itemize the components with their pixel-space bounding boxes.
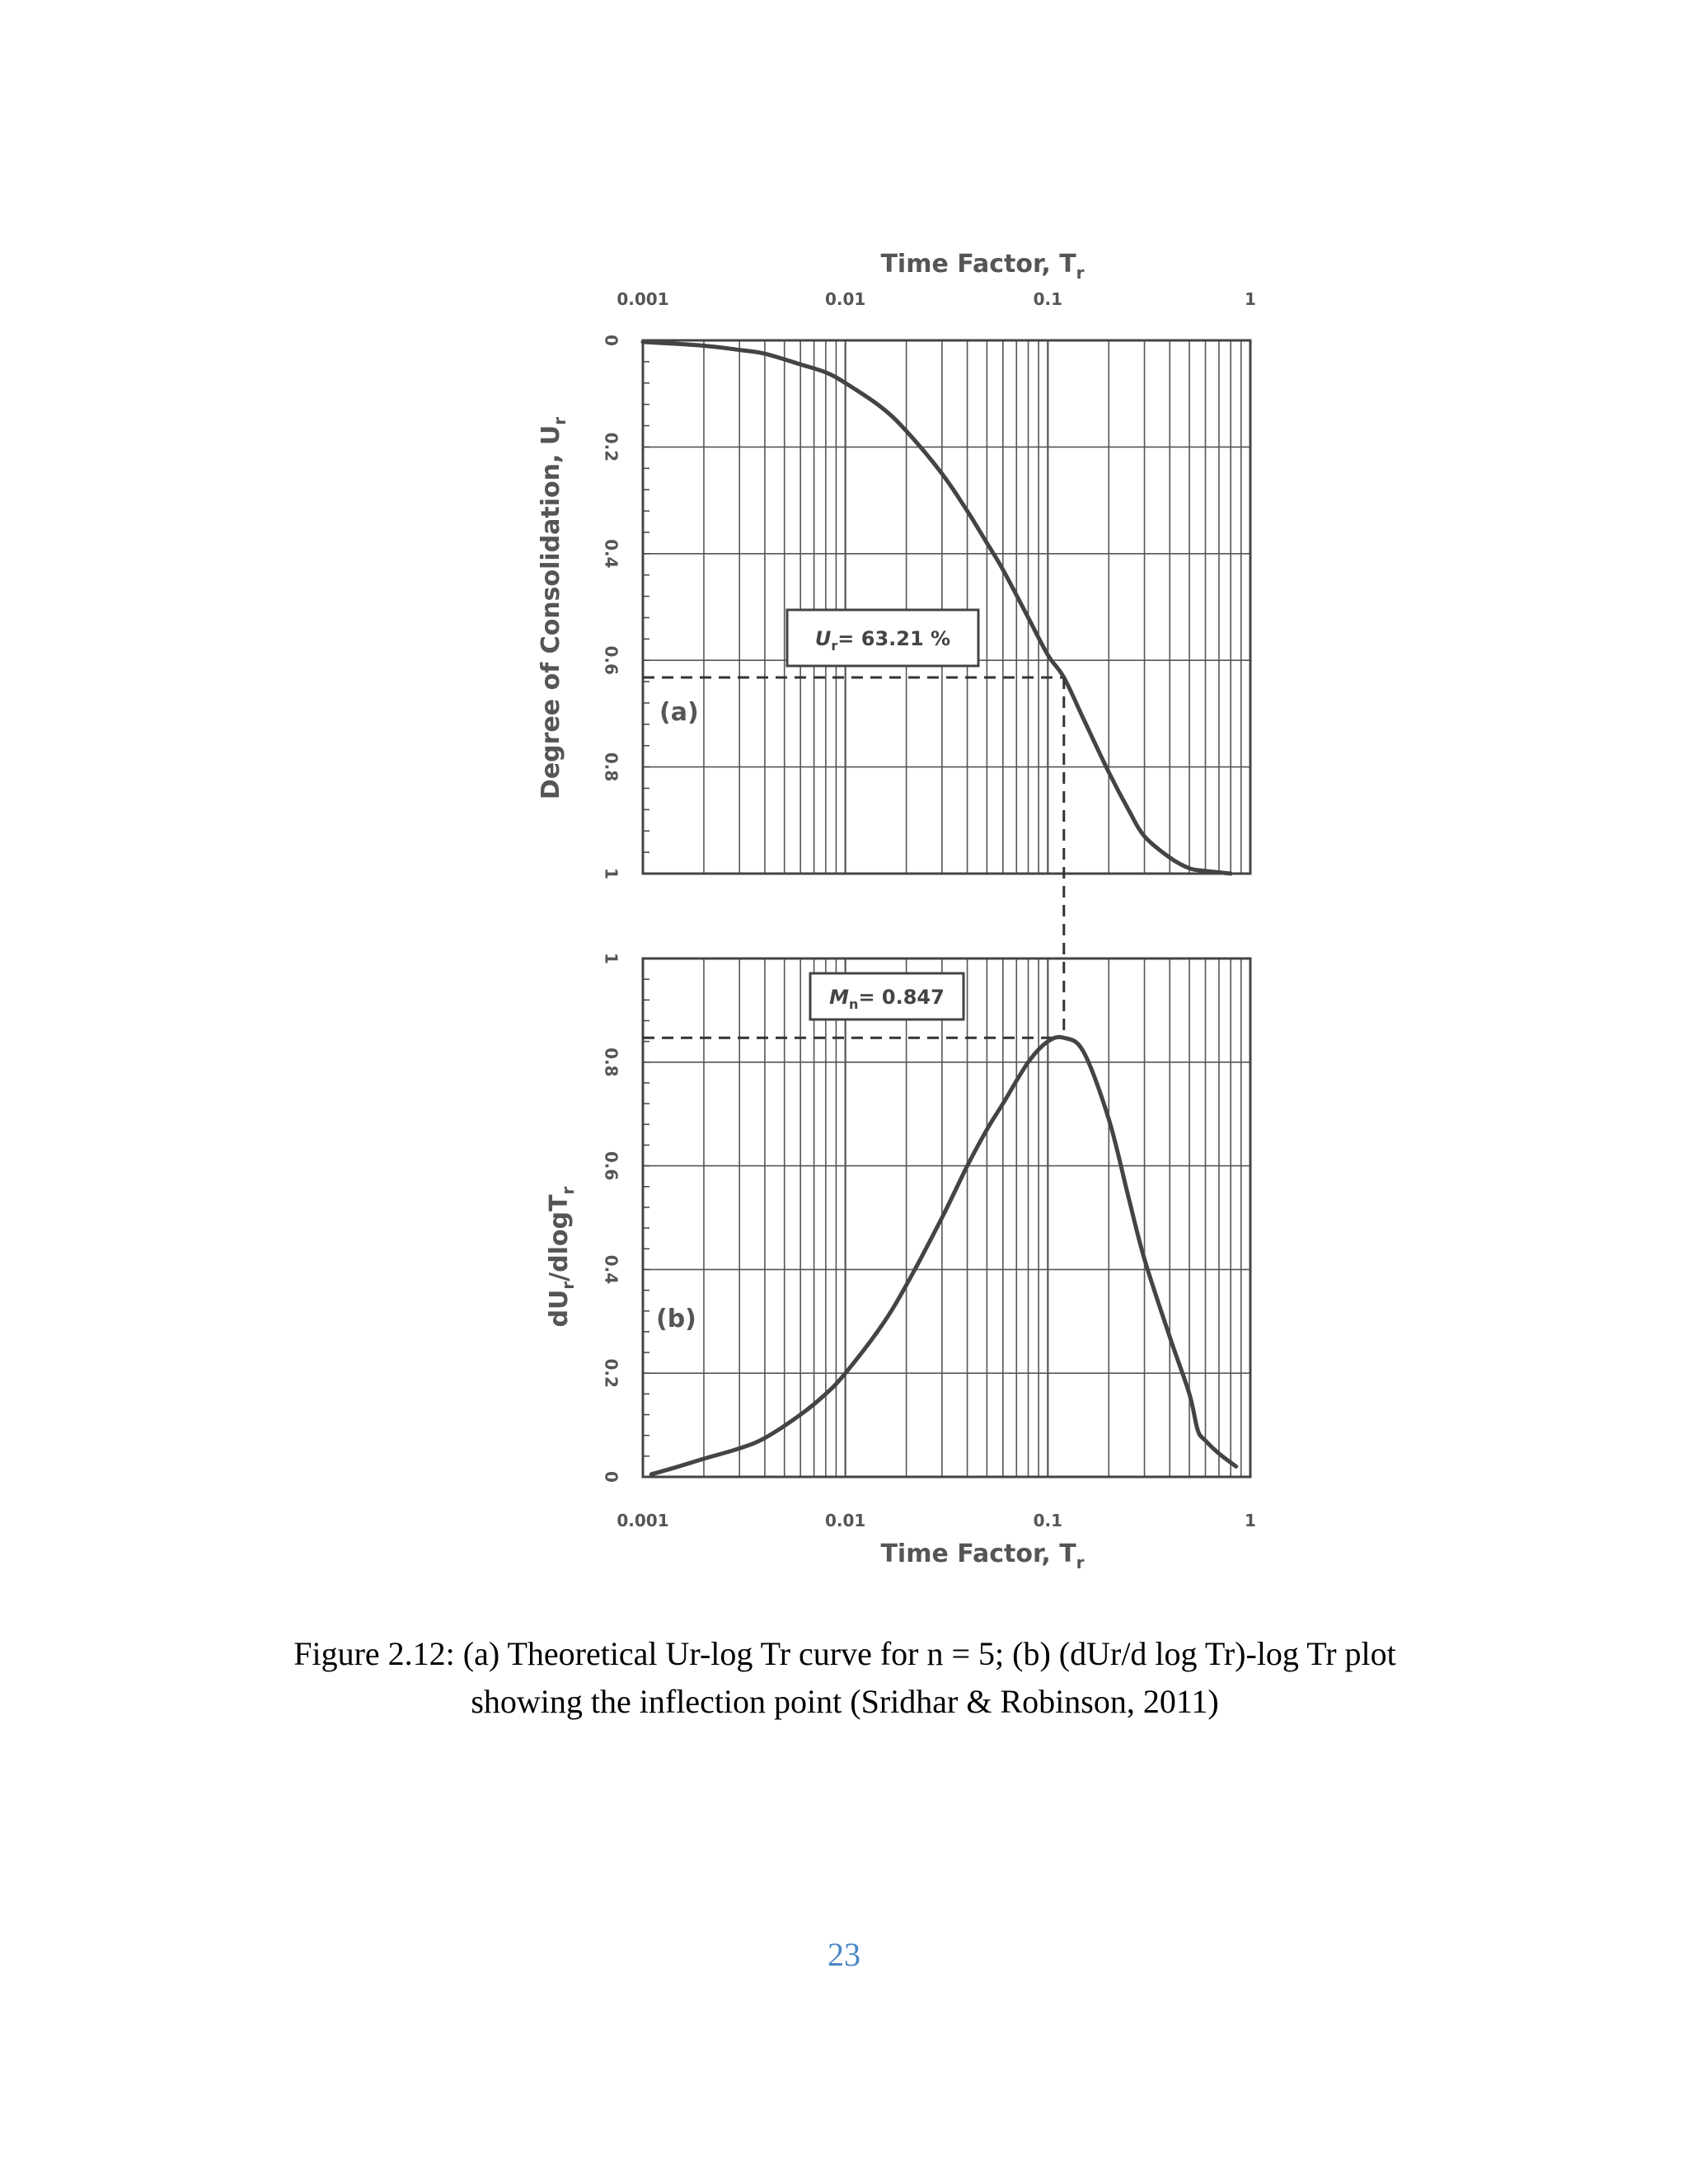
x-tick-label: 0.1: [1033, 1511, 1063, 1530]
x-tick-label: 1: [1245, 1511, 1256, 1530]
y-tick-label: 0.2: [601, 432, 621, 462]
plot-frame: [643, 340, 1250, 874]
bottom-x-axis-title: Time Factor, $T_r$: [880, 1540, 1085, 1572]
x-tick-label: 1: [1245, 289, 1256, 309]
figure-caption-line-1: Figure 2.12: (a) Theoretical Ur-log Tr curve for n = 5; (b) (dUr/d log Tr)-log Tr plot: [293, 1635, 1396, 1672]
panel-a-label: (a): [659, 698, 699, 727]
y-tick-label: 1: [601, 868, 621, 879]
plot-frame: [643, 958, 1250, 1477]
panel-b-y-axis-title: $dU_r/dlogT_r$: [545, 1186, 578, 1328]
y-tick-label: 0.6: [601, 1151, 621, 1181]
data-curve: [643, 342, 1231, 874]
y-tick-label: 0.6: [601, 645, 621, 675]
y-tick-label: 0.4: [601, 1254, 621, 1285]
y-tick-label: 1: [601, 953, 621, 964]
figure-caption-line-2: showing the inflection point (Sridhar & Robinson, 2011): [471, 1683, 1219, 1720]
x-tick-label: 0.01: [824, 289, 866, 309]
y-tick-label: 0: [601, 335, 621, 346]
panel-a-y-axis-title: Degree of Consolidation, $U_r$: [537, 416, 570, 800]
panel-b-label: (b): [656, 1305, 696, 1333]
x-tick-label: 0.01: [824, 1511, 866, 1530]
y-tick-label: 0.8: [601, 1047, 621, 1077]
x-tick-label: 0.001: [617, 289, 669, 309]
top-x-axis-title: Time Factor, $T_r$: [880, 250, 1085, 283]
x-tick-label: 0.001: [617, 1511, 669, 1530]
y-tick-label: 0.8: [601, 752, 621, 782]
page-number: 23: [828, 1936, 860, 1973]
annotation-a-text: $U_r= 63.21$ %: [814, 627, 951, 654]
panel-b-plot: [602, 953, 1256, 1530]
panel-a-plot: [602, 289, 1256, 879]
y-tick-label: 0: [601, 1471, 621, 1483]
annotation-b-text: $M_n= 0.847$: [829, 986, 945, 1012]
x-tick-label: 0.1: [1033, 289, 1063, 309]
y-tick-label: 0.4: [601, 539, 621, 569]
y-tick-label: 0.2: [601, 1358, 621, 1388]
